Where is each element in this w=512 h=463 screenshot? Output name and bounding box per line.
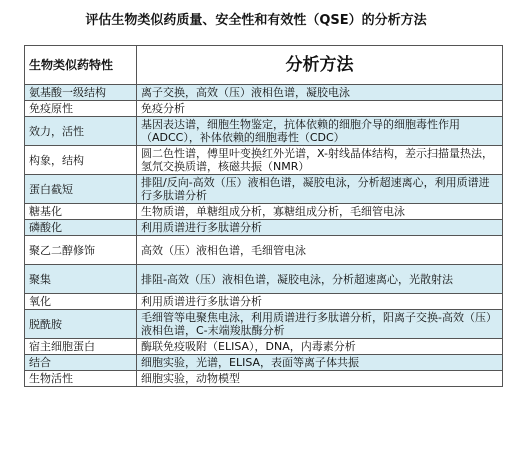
attribute-cell: 聚集 bbox=[25, 265, 137, 294]
table-row bbox=[25, 310, 503, 339]
table-row bbox=[25, 339, 503, 355]
method-cell: 利用质谱进行多肽谱分析 bbox=[137, 220, 503, 236]
table-header-row bbox=[25, 46, 503, 85]
attribute-cell: 氨基酸一级结构 bbox=[25, 85, 137, 101]
attribute-cell: 糖基化 bbox=[25, 204, 137, 220]
analysis-methods-table bbox=[24, 45, 503, 387]
method-cell: 排阻-高效（压）液相色谱，凝胶电泳，分析超速离心，光散射法 bbox=[137, 265, 503, 294]
method-cell: 基因表达谱，细胞生物鉴定，抗体依赖的细胞介导的细胞毒性作用（ADCC），补体依赖的细胞毒性（CDC） bbox=[137, 117, 503, 146]
attribute-cell: 氧化 bbox=[25, 294, 137, 310]
method-cell: 高效（压）液相色谱，毛细管电泳 bbox=[137, 236, 503, 265]
table-row bbox=[25, 220, 503, 236]
table-row bbox=[25, 85, 503, 101]
method-cell: 圆二色性谱，傅里叶变换红外光谱，X-射线晶体结构，差示扫描量热法，氢氘交换质谱，核磁共振（NMR） bbox=[137, 146, 503, 175]
header-attribute: 生物类似药特性 bbox=[25, 46, 137, 85]
method-cell: 酶联免疫吸附（ELISA），DNA，内毒素分析 bbox=[137, 339, 503, 355]
method-cell: 排阻/反向-高效（压）液相色谱，凝胶电泳，分析超速离心，利用质谱进行多肽谱分析 bbox=[137, 175, 503, 204]
method-cell: 生物质谱，单糖组成分析，寡糖组成分析，毛细管电泳 bbox=[137, 204, 503, 220]
header-method: 分析方法 bbox=[137, 46, 503, 85]
table-row bbox=[25, 236, 503, 265]
attribute-cell: 宿主细胞蛋白 bbox=[25, 339, 137, 355]
attribute-cell: 构象，结构 bbox=[25, 146, 137, 175]
attribute-cell: 脱酰胺 bbox=[25, 310, 137, 339]
attribute-cell: 聚乙二醇修饰 bbox=[25, 236, 137, 265]
attribute-cell: 蛋白截短 bbox=[25, 175, 137, 204]
table-row bbox=[25, 117, 503, 146]
attribute-cell: 结合 bbox=[25, 355, 137, 371]
table-row bbox=[25, 294, 503, 310]
attribute-cell: 免疫原性 bbox=[25, 101, 137, 117]
method-cell: 细胞实验，动物模型 bbox=[137, 371, 503, 387]
table-row bbox=[25, 204, 503, 220]
attribute-cell: 效力，活性 bbox=[25, 117, 137, 146]
page-title: 评估生物类似药质量、安全性和有效性（QSE）的分析方法 bbox=[85, 13, 427, 28]
table-row bbox=[25, 265, 503, 294]
table-row bbox=[25, 101, 503, 117]
table-row bbox=[25, 371, 503, 387]
method-cell: 利用质谱进行多肽谱分析 bbox=[137, 294, 503, 310]
table-row bbox=[25, 355, 503, 371]
method-cell: 离子交换，高效（压）液相色谱，凝胶电泳 bbox=[137, 85, 503, 101]
method-cell: 免疫分析 bbox=[137, 101, 503, 117]
attribute-cell: 生物活性 bbox=[25, 371, 137, 387]
attribute-cell: 磷酸化 bbox=[25, 220, 137, 236]
table-row bbox=[25, 175, 503, 204]
method-cell: 细胞实验，光谱，ELISA，表面等离子体共振 bbox=[137, 355, 503, 371]
table-row bbox=[25, 146, 503, 175]
method-cell: 毛细管等电聚焦电泳，利用质谱进行多肽谱分析，阳离子交换-高效（压）液相色谱，C-末端羧肽酶分析 bbox=[137, 310, 503, 339]
